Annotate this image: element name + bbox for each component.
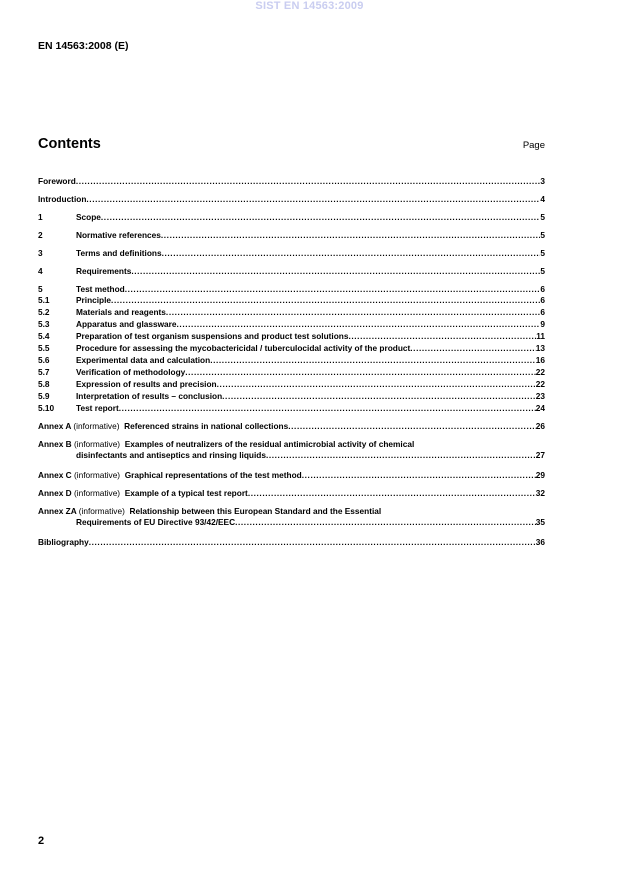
toc-entry-3[interactable] [38, 248, 545, 259]
toc-entry-annex-za[interactable] [38, 506, 545, 528]
toc-entry-5[interactable] [38, 284, 545, 295]
toc-entry-title: Normative references [76, 230, 161, 240]
toc-entry-number: 5.7 [38, 367, 50, 377]
annex-title: Example of a typical test report [124, 488, 248, 498]
toc-entry-annex-c[interactable] [38, 470, 545, 481]
toc-entry-title: Scope [76, 212, 101, 222]
toc-entry-5-10[interactable] [38, 403, 545, 414]
annex-title: Relationship between this European Standard and the Essential [129, 506, 382, 516]
annex-kind: (informative) [73, 421, 120, 431]
toc-entry-annex-d[interactable] [38, 488, 545, 499]
document-id: EN 14563:2008 (E) [38, 40, 129, 52]
annex-title: Referenced strains in national collections [124, 421, 289, 431]
toc-entry-5-5[interactable] [38, 343, 545, 354]
toc-entry-title: Apparatus and glassware [76, 319, 177, 329]
toc-entry-1[interactable] [38, 212, 545, 223]
toc-entry-title: Terms and definitions [76, 248, 162, 258]
toc-entry-title: Preparation of test organism suspensions and product test solutions [76, 331, 349, 341]
toc-entry-2[interactable] [38, 230, 545, 241]
toc-entry-title: Expression of results and precision [76, 379, 217, 389]
toc-entry-title: Requirements [76, 266, 132, 276]
toc-entry-page: 16 [535, 355, 545, 365]
toc-entry-page: 5 [540, 212, 545, 222]
toc-entry-page: 9 [540, 319, 545, 329]
toc-entry-page: 5 [540, 248, 545, 258]
toc-entry-number: 3 [38, 248, 43, 258]
toc-entry-number: 5.6 [38, 355, 50, 365]
annex-kind: (informative) [73, 439, 121, 449]
toc-entry-page: 4 [540, 194, 545, 204]
toc-entry-5-9[interactable] [38, 391, 545, 402]
toc-entry-page: 29 [535, 470, 545, 480]
toc-entry-5-1[interactable] [38, 295, 545, 306]
toc-entry-page: 32 [535, 488, 545, 498]
toc-entry-number: 5.3 [38, 319, 50, 329]
annex-label: Annex B [38, 439, 72, 449]
toc-entry-number: 5 [38, 284, 43, 294]
annex-title-continued: Requirements of EU Directive 93/42/EEC [76, 517, 236, 527]
toc-entry-number: 4 [38, 266, 43, 276]
toc-entry-title: Bibliography [38, 537, 89, 547]
toc-entry-page: 23 [535, 391, 545, 401]
toc-entry-page: 27 [535, 450, 545, 460]
toc-entry-title [38, 488, 248, 499]
toc-entry-5-8[interactable] [38, 379, 545, 390]
annex-label: Annex C [38, 470, 72, 480]
annex-label: Annex ZA [38, 506, 77, 516]
page-column-label: Page [522, 140, 545, 151]
toc-entry-page: 22 [535, 379, 545, 389]
annex-title: Graphical representations of the test method [124, 470, 302, 480]
toc-entry-title: Verification of methodology [76, 367, 186, 377]
annex-label: Annex D [38, 488, 72, 498]
toc-entry-page: 22 [535, 367, 545, 377]
toc-entry-title: Principle [76, 295, 112, 305]
toc-entry-page: 35 [535, 517, 545, 527]
toc-entry-page: 5 [540, 230, 545, 240]
toc-entry-title: Test report [76, 403, 119, 413]
toc-entry-title [38, 506, 381, 517]
toc-entry-page: 3 [540, 176, 545, 186]
toc-entry-5-3[interactable] [38, 319, 545, 330]
annex-title: Examples of neutralizers of the residual antimicrobial activity of chemical [124, 439, 415, 449]
toc-entry-title [38, 421, 288, 432]
annex-title-continued: disinfectants and antiseptics and rinsing liquids [76, 450, 266, 460]
toc-entry-5-2[interactable] [38, 307, 545, 318]
toc-entry-title: Foreword [38, 176, 76, 186]
watermark: SIST EN 14563:2009 [255, 0, 364, 12]
toc-entry-number: 5.1 [38, 295, 50, 305]
toc-entry-page: 6 [540, 284, 545, 294]
toc-entry-page: 11 [536, 331, 545, 341]
toc-entry-number: 5.9 [38, 391, 50, 401]
toc-entry-title: Test method [76, 284, 125, 294]
toc-entry-page: 6 [540, 307, 545, 317]
toc-entry-number: 5.4 [38, 331, 50, 341]
toc-entry-foreword[interactable] [38, 176, 545, 187]
toc-entry-number: 2 [38, 230, 43, 240]
toc-entry-page: 36 [535, 537, 545, 547]
page-number: 2 [38, 835, 45, 847]
toc-entry-5-6[interactable] [38, 355, 545, 366]
toc-entry-page: 26 [535, 421, 545, 431]
toc-entry-title [38, 470, 302, 481]
toc-entry-page: 24 [535, 403, 545, 413]
toc-entry-page: 5 [540, 266, 545, 276]
annex-kind: (informative) [73, 470, 121, 480]
annex-kind: (informative) [73, 488, 121, 498]
toc-entry-number: 5.2 [38, 307, 50, 317]
toc-entry-5-4[interactable] [38, 331, 545, 342]
contents-title: Contents [38, 136, 101, 152]
toc-entry-bibliography[interactable] [38, 537, 545, 548]
toc-entry-introduction[interactable] [38, 194, 545, 205]
toc-entry-4[interactable] [38, 266, 545, 277]
toc-entry-number: 5.10 [38, 403, 55, 413]
toc-entry-title: Interpretation of results – conclusion [76, 391, 223, 401]
toc-entry-title: Procedure for assessing the mycobactericidal / tuberculocidal activity of the product [76, 343, 411, 353]
annex-label: Annex A [38, 421, 72, 431]
toc-entry-title: Materials and reagents [76, 307, 166, 317]
toc-entry-page: 13 [535, 343, 545, 353]
toc-entry-annex-a[interactable] [38, 421, 545, 432]
annex-kind: (informative) [78, 506, 125, 516]
toc-entry-title [38, 439, 414, 450]
toc-entry-page: 6 [540, 295, 545, 305]
toc-entry-number: 5.8 [38, 379, 50, 389]
toc-entry-title: Experimental data and calculation [76, 355, 211, 365]
toc-entry-number: 1 [38, 212, 43, 222]
toc-entry-number: 5.5 [38, 343, 50, 353]
toc-entry-title: Introduction [38, 194, 87, 204]
toc-entry-5-7[interactable] [38, 367, 545, 378]
toc-entry-annex-b[interactable] [38, 439, 545, 461]
